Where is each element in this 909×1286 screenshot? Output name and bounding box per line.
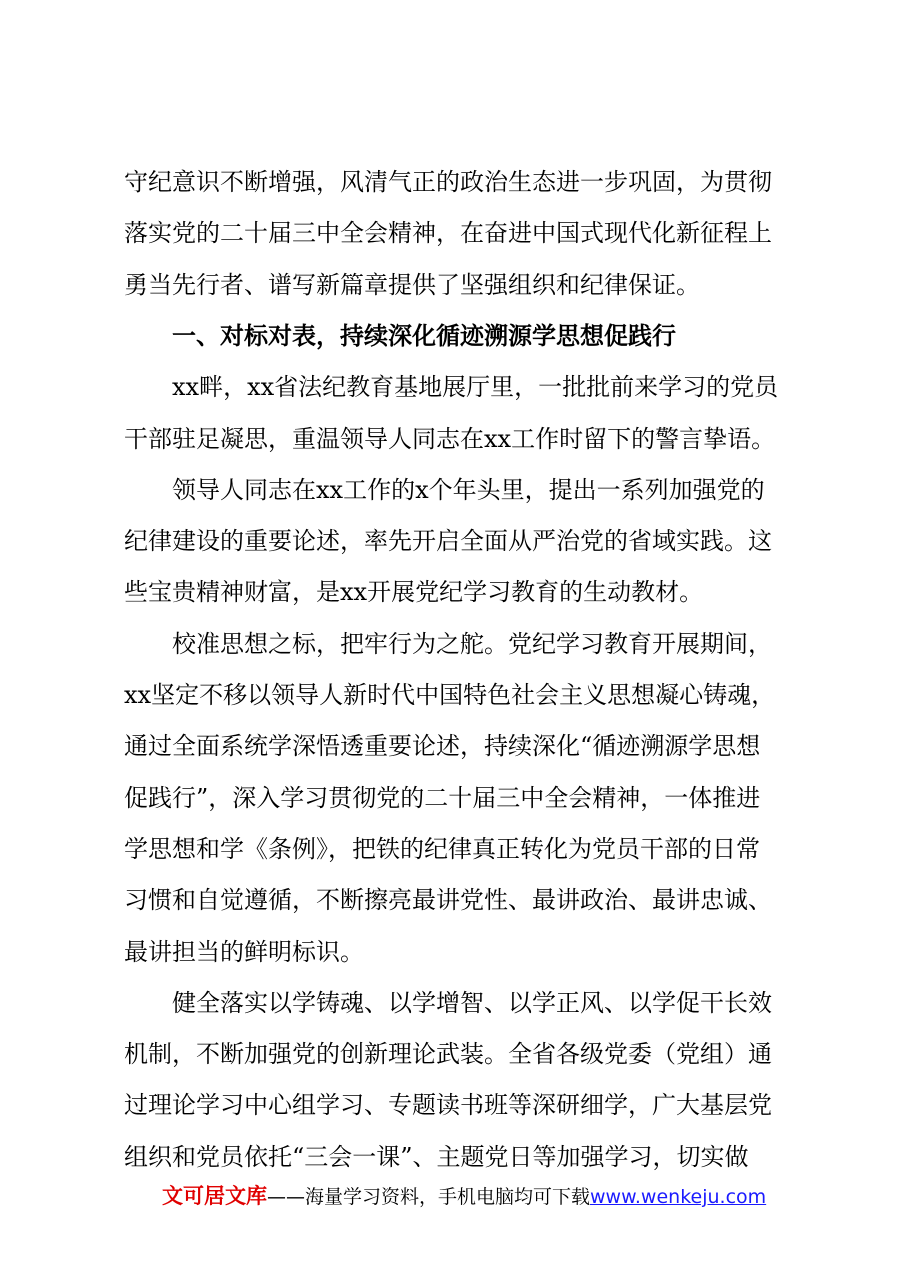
text-line-10-content: 校准思想之标，把牢行为之舵。党纪学习教育开展期间， [172, 630, 772, 658]
text-line-17-content: 健全落实以学铸魂、以学增智、以学正风、以学促干长效 [172, 989, 772, 1017]
text-line-13-content: 促践行”，深入学习贯彻党的二十届三中全会精神，一体推进 [124, 784, 761, 812]
text-line-8-content: 纪律建设的重要论述，率先开启全面从严治党的省域实践。这 [124, 527, 772, 555]
section-heading-text: 一、对标对表，持续深化循迹溯源学思想促践行 [172, 322, 676, 350]
footer-slogan: 海量学习资料，手机电脑均可下载 [305, 1186, 591, 1208]
text-line-7-content: 领导人同志在xx工作的x个年头里，提出一系列加强党的 [172, 476, 765, 504]
text-line-16-content: 最讲担当的鲜明标识。 [124, 938, 364, 966]
text-line-14-content: 学思想和学《条例》，把铁的纪律真正转化为党员干部的日常 [124, 835, 760, 863]
footer-link[interactable]: www.wenkeju.com [590, 1186, 767, 1208]
footer-banner [162, 1182, 766, 1211]
text-line-19-content: 过理论学习中心组学习、专题读书班等深研细学，广大基层党 [124, 1091, 772, 1119]
text-line-5-content: xx畔，xx省法纪教育基地展厅里，一批批前来学习的党员 [172, 373, 779, 401]
text-line-12-content: 通过全面系统学深悟透重要论述，持续深化“循迹溯源学思想 [124, 732, 761, 760]
footer-brand: 文可居文库 [162, 1184, 267, 1208]
text-line-3-content: 勇当先行者、谱写新篇章提供了坚强组织和纪律保证。 [124, 271, 700, 299]
text-line-9-content: 些宝贵精神财富，是xx开展党纪学习教育的生动教材。 [124, 578, 704, 606]
text-line-1-content: 守纪意识不断增强，风清气正的政治生态进一步巩固，为贯彻 [124, 168, 772, 196]
text-line-15-content: 习惯和自觉遵循，不断擦亮最讲党性、最讲政治、最讲忠诚、 [124, 886, 772, 914]
text-line-11-content: xx坚定不移以领导人新时代中国特色社会主义思想凝心铸魂， [124, 681, 776, 709]
text-line-6-content: 干部驻足凝思，重温领导人同志在xx工作时留下的警言挚语。 [124, 425, 776, 453]
text-line-18-content: 机制，不断加强党的创新理论武装。全省各级党委（党组）通 [124, 1040, 772, 1068]
text-line-2-content: 落实党的二十届三中全会精神，在奋进中国式现代化新征程上 [124, 219, 772, 247]
text-line-20-content: 组织和党员依托“三会一课”、主题党日等加强学习，切实做 [124, 1143, 749, 1171]
footer-dash: —— [267, 1186, 305, 1208]
